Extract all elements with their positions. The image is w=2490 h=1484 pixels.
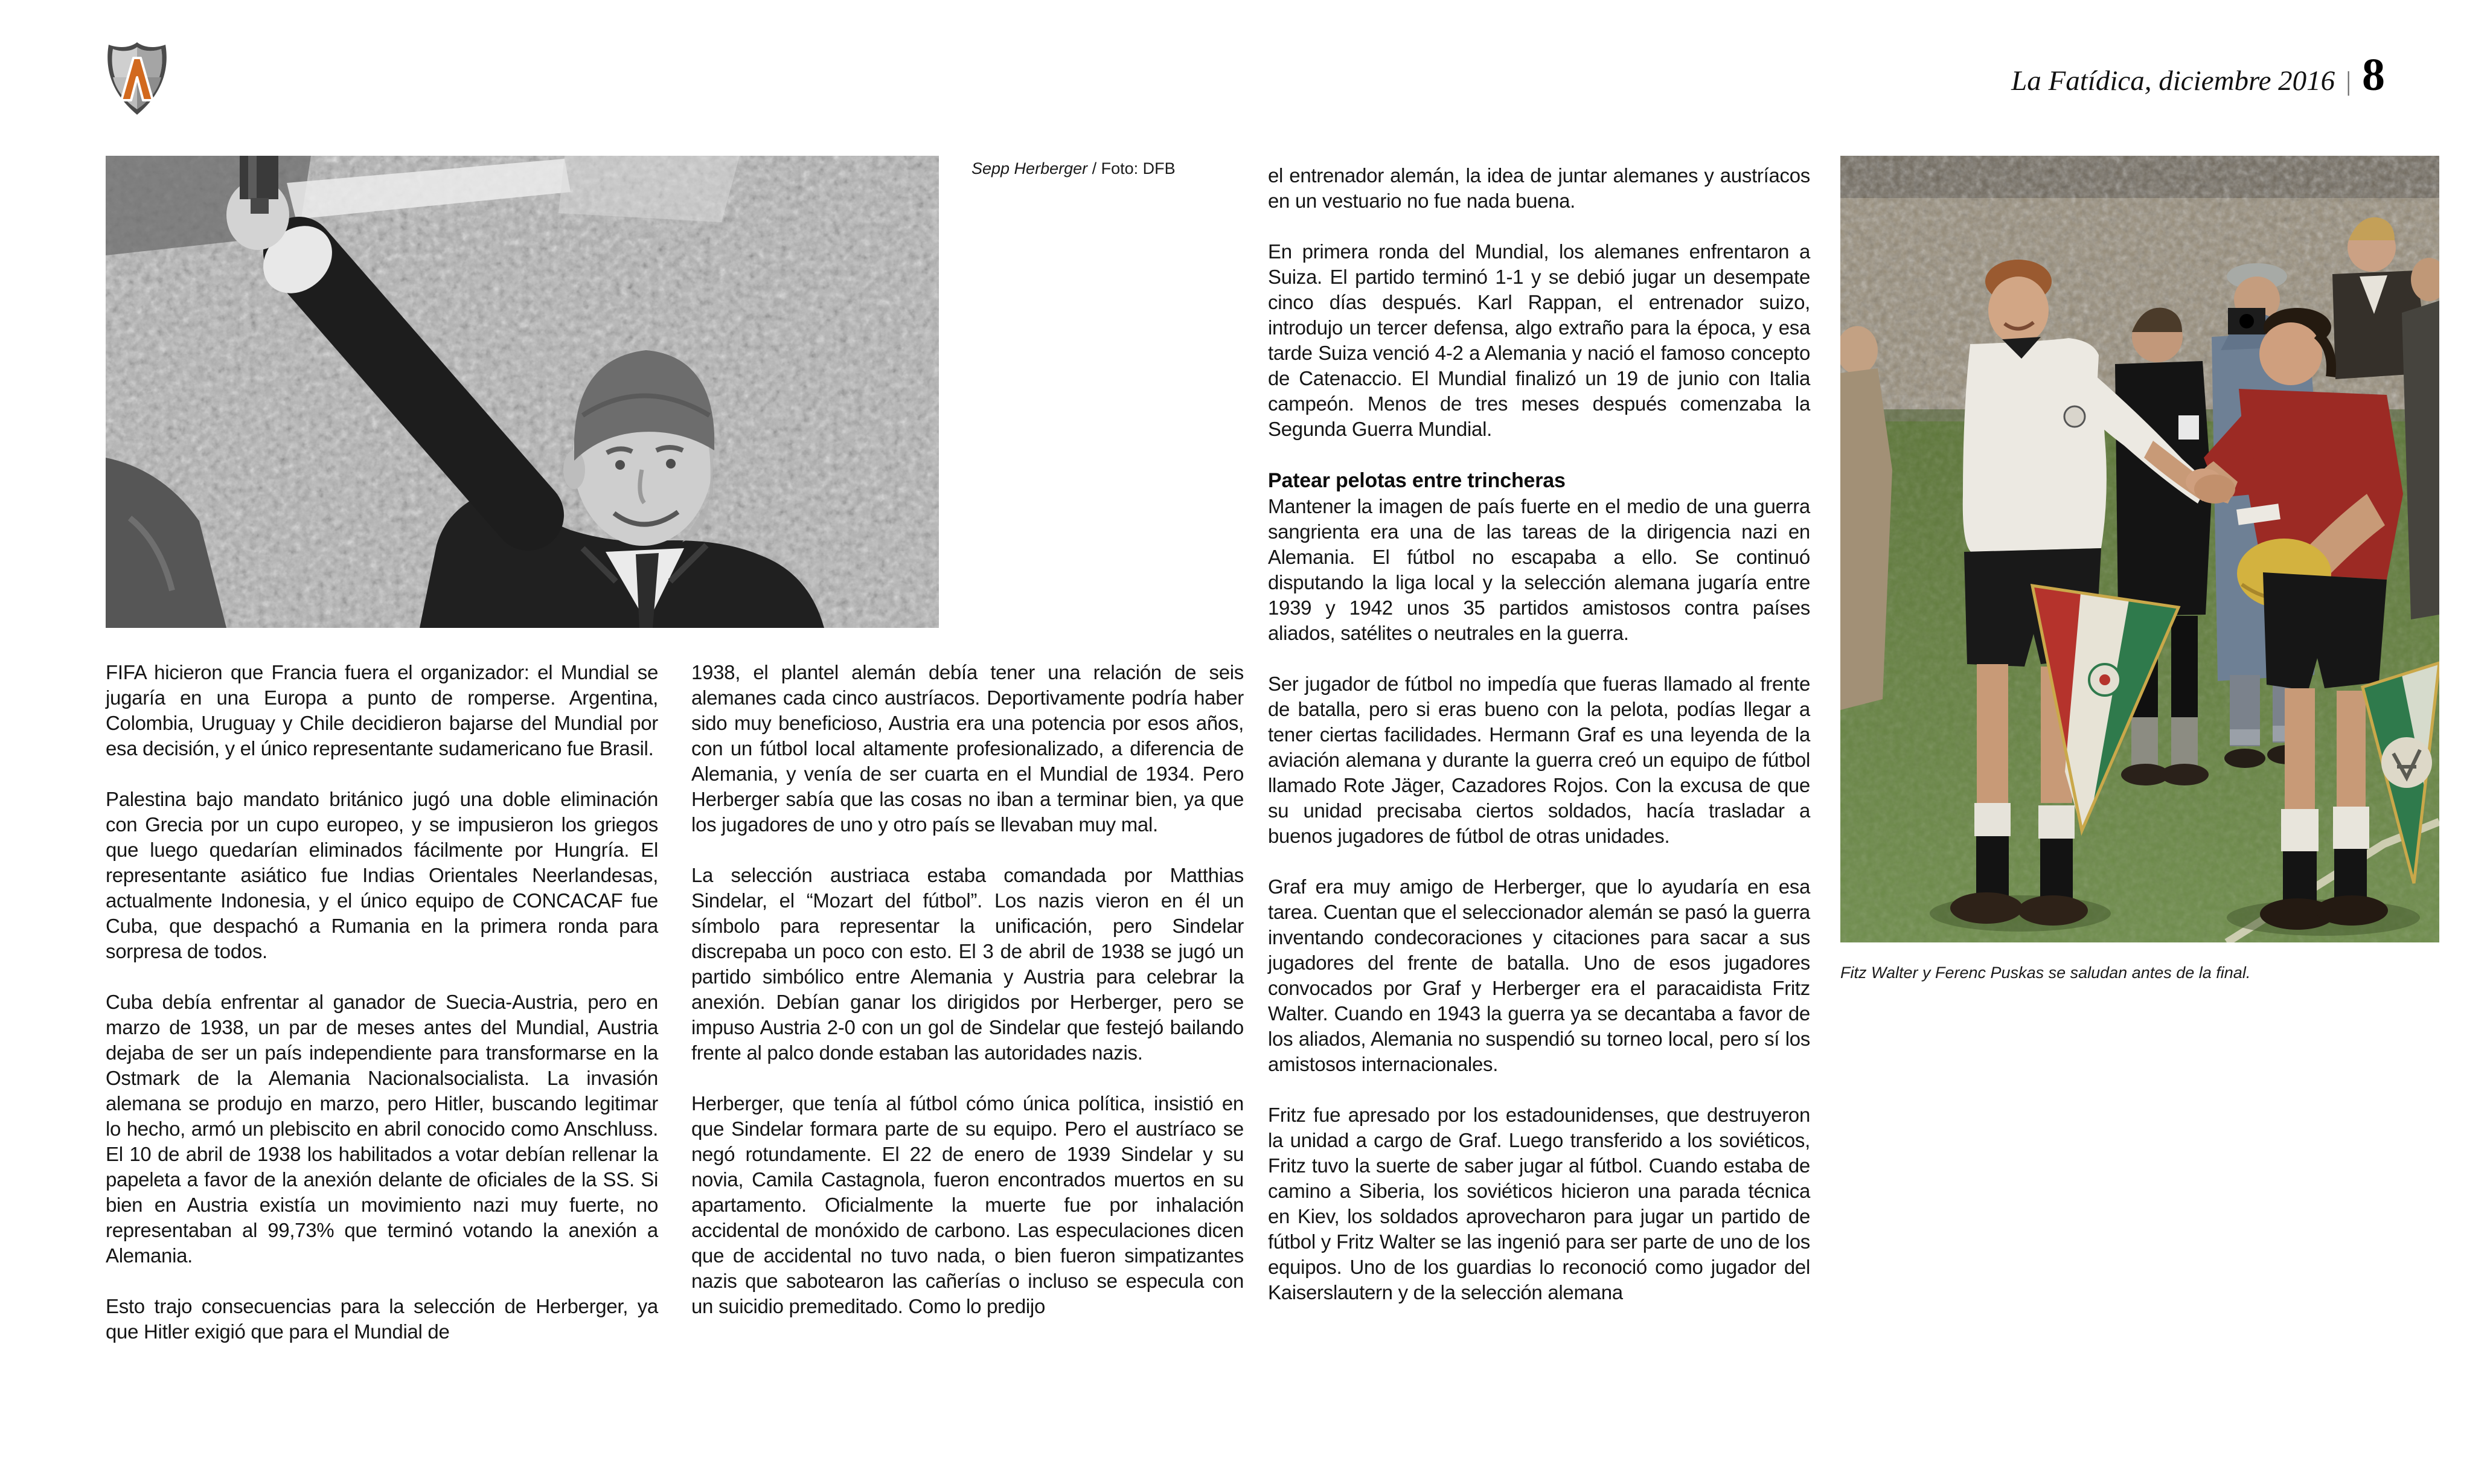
- paragraph: Mantener la imagen de país fuerte en el medio de una guerra sangrienta era una de las tareas de la dirigencia nazi en Alemania. El fútbol no escapaba a ello. Se continuó disputando la liga local y la selección alemana jugaría entre 1939 y 1942 unos 35 partidos amistosos contra países aliados, satélites o neutrales en la guerra.: [1268, 495, 1810, 644]
- paragraph: 1938, el plantel alemán debía tener una relación de seis alemanes cada cinco austríacos. Deportivamente podría haber sido muy beneficioso, Austria era una potencia por esos años, con un fútbol local altamente profesionalizado, a diferencia de Alemania, y venía de ser cuarta en el Mundial de 1934. Pero Herberger sabía que las cosas no iban a terminar bien, ya que los jugadores de uno y otro país se llevaban muy mal.: [691, 661, 1244, 836]
- paragraph: Palestina bajo mandato británico jugó una doble eliminación con Grecia por un cupo europeo, y se impusieron los griegos que luego quedarían eliminados fácilmente por Hungría. El representante asiático fue Indias Orientales Neerlandesas, actualmente Indonesia, y el único equipo de CONCACAF fue Cuba, que despachó a Rumania en la primera ronda para sorpresa de todos.: [106, 788, 658, 962]
- paragraph: Esto trajo consecuencias para la selección de Herberger, ya que Hitler exigió que para el Mundial de: [106, 1295, 658, 1343]
- section-subheading: Patear pelotas entre trincheras: [1268, 469, 1566, 492]
- article-column-3: [1268, 163, 1810, 1305]
- caption-left-photo: [971, 158, 1255, 179]
- caption-photo-credit: / Foto: DFB: [1092, 159, 1176, 178]
- caption-right-photo: Fitz Walter y Ferenc Puskas se saludan antes de la final.: [1840, 964, 2251, 982]
- paragraph: Graf era muy amigo de Herberger, que lo ayudaría en esa tarea. Cuentan que el seleccionador alemán se pasó la guerra inventando condecoraciones y citaciones para sacar a sus jugadores del frente de batalla. Uno de esos jugadores convocados por Graf y Herberger era el paracaidista Fritz Walter. Cuando en 1943 la guerra ya se decantaba a favor de los aliados, Alemania no suspendió su torneo local, pero sí los amistosos internacionales.: [1268, 875, 1810, 1075]
- paragraph: Fritz fue apresado por los estadounidenses, que destruyeron la unidad a cargo de Graf. Luego transferido a los soviéticos, Fritz tuvo la suerte de saber jugar al fútbol. Cuando estaba de camino a Siberia, los soviéticos hicieron una parada técnica en Kiev, los soldados aprovecharon para jugar un partido de fútbol y Fritz Walter se las ingenió para ser parte de uno de los equipos. Uno de los guardias lo reconoció como jugador del Kaiserslautern y de la selección alemana: [1268, 1104, 1810, 1303]
- article-column-2: [691, 660, 1244, 1319]
- paragraph: En primera ronda del Mundial, los alemanes enfrentaron a Suiza. El partido terminó 1-1 y se debió jugar un desempate cinco días después. Karl Rappan, el entrenador suizo, introdujo un tercer defensa, algo extraño para la época, y esa tarde Suiza venció 4-2 a Alemania y nació el famoso concepto de Catenaccio. El Mundial finalizó un 19 de junio con Italia campeón. Menos de tres meses después comenzaba la Segunda Guerra Mundial.: [1268, 240, 1810, 440]
- page-number: 8: [2362, 50, 2385, 100]
- paragraph: Herberger, que tenía al fútbol cómo única política, insistió en que Sindelar formara parte de su equipo. Pero el austríaco se negó rotundamente. El 22 de enero de 1939 Sindelar y su novia, Camila Castagnola, fueron encontrados muertos en su apartamento. Oficialmente la muerte fue por inhalación accidental de monóxido de carbono. Las especulaciones dicen que de accidental no tuvo nada, o bien fueron simpatizantes nazis que sabotearon las cañerías o incluso se especula con un suicidio premeditado. Como lo predijo: [691, 1092, 1244, 1317]
- masthead-separator: |: [2346, 66, 2351, 96]
- masthead: [2011, 52, 2385, 98]
- article-column-1: [106, 660, 658, 1345]
- paragraph: Ser jugador de fútbol no impedía que fueras llamado al frente de batalla, pero si eras bueno con la pelota, podías llegar a tener ciertas facilidades. Hermann Graf es una leyenda de la aviación alemana y durante la guerra creó un equipo de fútbol llamado Rote Jäger, Cazadores Rojos. Con la excusa de que su unidad precisaba ciertos soldados, hacía trasladar a buenos jugadores de fútbol de otras unidades.: [1268, 673, 1810, 847]
- paragraph: el entrenador alemán, la idea de juntar alemanes y austríacos en un vestuario no fue nada buena.: [1268, 164, 1810, 212]
- caption-subject: Sepp Herberger: [971, 159, 1088, 178]
- photo-sepp-herberger: [106, 156, 939, 628]
- paragraph: La selección austriaca estaba comandada por Matthias Sindelar, el “Mozart del fútbol”. Los nazis vieron en él un símbolo para representar la unificación, pero Sindelar discrepaba un poco con esto. El 3 de abril de 1938 se jugó un partido simbólico entre Alemania y Austria para celebrar la anexión. Debían ganar los dirigidos por Herberger, pero se impuso Austria 2-0 con un gol de Sindelar que festejó bailando frente al palco donde estaban las autoridades nazis.: [691, 864, 1244, 1064]
- paragraph: Cuba debía enfrentar al ganador de Suecia-Austria, pero en marzo de 1938, un par de meses antes del Mundial, Austria dejaba de ser un país independiente para transformarse en la Ostmark de la Alemania Nacionalsocialista. La invasión alemana se produjo en marzo, pero Hitler, buscando legitimar lo hecho, armó un plebiscito en abril conocido como Anschluss. El 10 de abril de 1938 los habilitados a votar debían rellenar la papeleta a favor de la anexión delante de oficiales de la SS. Si bien en Austria existía un movimiento nazi muy fuerte, no representaban al 99,73% que terminó votando la anexión a Alemania.: [106, 991, 658, 1267]
- photo-walter-puskas-handshake: [1840, 156, 2439, 942]
- shield-lambda-icon: [104, 41, 170, 116]
- paragraph: FIFA hicieron que Francia fuera el organizador: el Mundial se jugaría en una Europa a punto de romperse. Argentina, Colombia, Uruguay y Chile decidieron bajarse del Mundial por esa decisión, y el único representante sudamericano fue Brasil.: [106, 661, 658, 760]
- publication-title: La Fatídica, diciembre 2016: [2011, 65, 2335, 97]
